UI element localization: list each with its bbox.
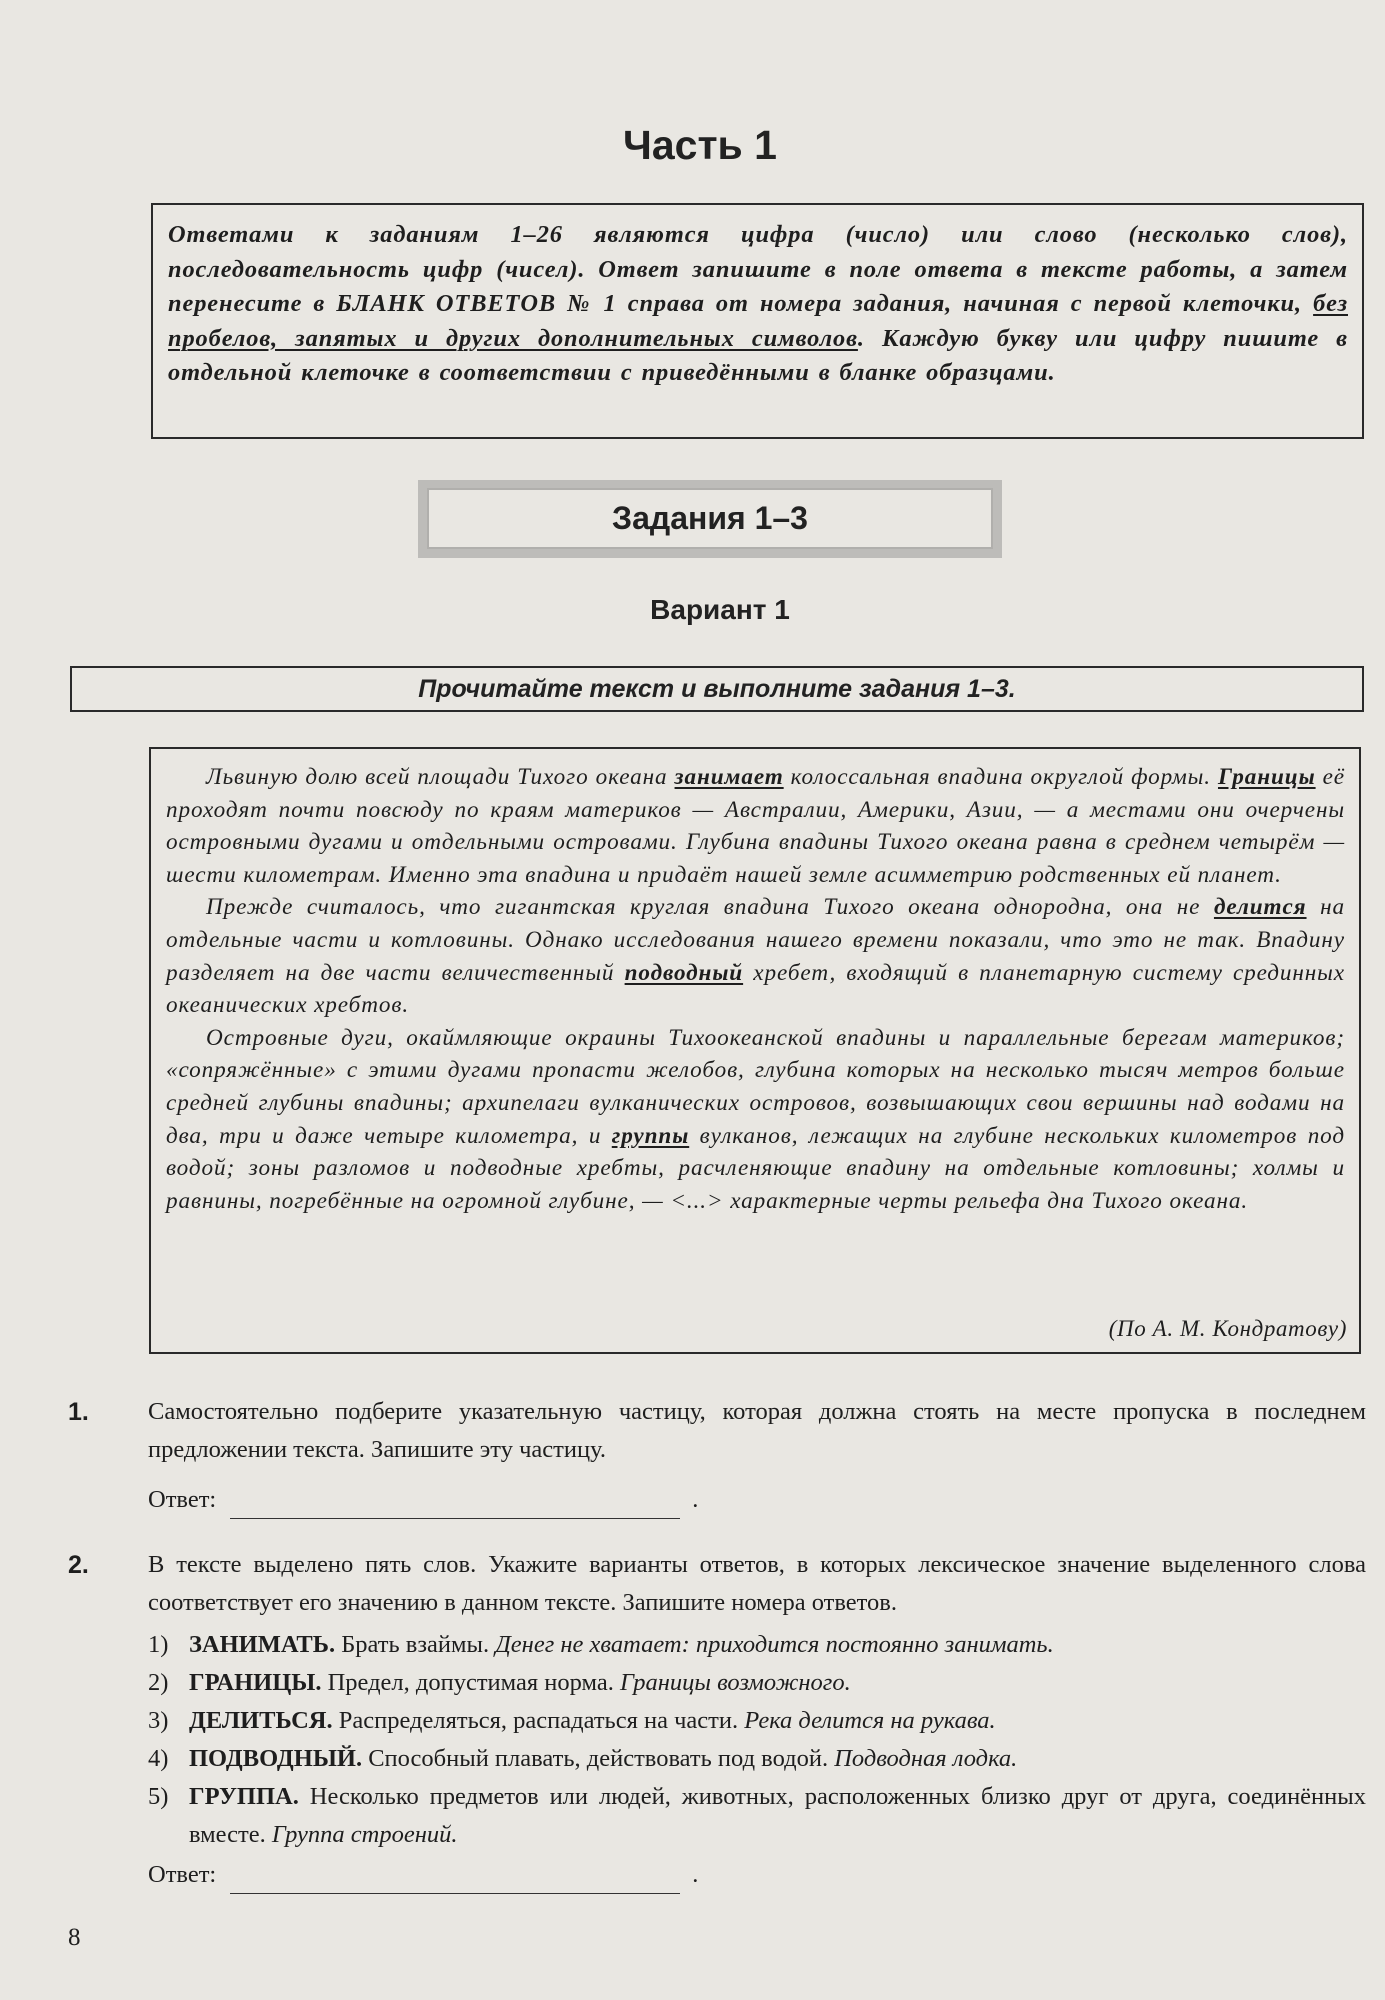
option-word: ЗАНИМАТЬ.	[189, 1631, 336, 1658]
highlighted-word: Границы	[1217, 764, 1316, 790]
answer-label: Ответ:	[148, 1861, 217, 1888]
answer-dot: .	[692, 1486, 699, 1513]
page-number: 8	[68, 1924, 81, 1951]
passage-author: (По А. М. Кондратову)	[1108, 1316, 1347, 1341]
option-meaning: Предел, допустимая норма.	[321, 1669, 620, 1696]
instructions-lead: Ответами к заданиям 1–26 являются цифра (число) или слово (несколько слов), последовательность цифр (чисел). Ответ запишите в поле ответа в тексте работы, а затем перенесите в БЛАНК ОТВЕТОВ № 1 справа от номера задания, начиная с первой клеточки,	[168, 221, 1348, 317]
option-item	[148, 1778, 1366, 1854]
option-word: ГРАНИЦЫ.	[189, 1669, 322, 1696]
option-number: 2)	[148, 1669, 169, 1696]
option-word: ДЕЛИТЬСЯ.	[189, 1707, 333, 1734]
question-text: В тексте выделено пять слов. Укажите варианты ответов, в которых лексическое значение выделенного слова соответствует его значению в данном тексте. Запишите номера ответов.	[148, 1551, 1366, 1616]
passage-box	[149, 747, 1361, 1354]
options-list	[148, 1626, 1366, 1854]
passage-text: хребет, входящий в планетарную систему срединных океанических хребтов.	[166, 959, 1345, 1019]
passage-paragraph	[166, 1022, 1345, 1218]
option-meaning: Несколько предметов или людей, животных, расположенных близко друг от друга, соединённых вместе.	[189, 1783, 1366, 1848]
instructions-box	[151, 203, 1364, 439]
question-1	[68, 1393, 1366, 1519]
option-example: Река делится на рукава.	[744, 1707, 996, 1734]
answer-label: Ответ:	[148, 1486, 217, 1513]
passage-paragraph	[166, 761, 1345, 891]
passage-text: вулканов, лежащих на глубине нескольких километров под водой; зоны разломов и подводные хребты, расчленяющие впадину на отдельные котловины; холмы и равнины, погребённые на огромной глубине, — <...> характерные черты рельефа дна Тихого океана.	[166, 1122, 1345, 1214]
passage-paragraph	[166, 891, 1345, 1021]
variant-title: Вариант 1	[650, 594, 790, 625]
option-number: 4)	[148, 1745, 169, 1772]
highlighted-word: делится	[1213, 894, 1307, 921]
answer-dot: .	[692, 1861, 699, 1888]
option-example: Денег не хватает: приходится постоянно занимать.	[495, 1631, 1054, 1658]
option-number: 3)	[148, 1707, 169, 1734]
tasks-header-frame	[418, 480, 1002, 558]
question-2	[68, 1546, 1366, 1894]
read-instruction: Прочитайте текст и выполните задания 1–3.	[70, 666, 1364, 712]
part-title: Часть 1	[623, 122, 777, 168]
highlighted-word: подводный	[624, 959, 744, 986]
highlighted-word: занимает	[674, 764, 784, 790]
passage	[166, 761, 1345, 1217]
tasks-header: Задания 1–3	[427, 488, 993, 549]
instructions-tail: . Каждую букву или цифру пишите в отдельной клеточке в соответствии с приведёнными в бланке образцами.	[168, 324, 1348, 386]
instructions-underlined: без пробелов, запятых и других дополнительных символов	[168, 290, 1348, 352]
instructions-text	[168, 218, 1348, 391]
option-example: Подводная лодка.	[834, 1745, 1018, 1772]
passage-text: её проходят почти повсюду по краям материков — Австралии, Америки, Азии, — а местами они очерчены островными дугами и отдельными островами. Глубина впадины Тихого океана равна в среднем четырём — шести километрам. Именно эта впадина и придаёт нашей земле асимметрию родственных ей планет.	[166, 764, 1345, 888]
passage-text: на отдельные части и котловины. Однако исследования нашего времени показали, что это не так. Впадину разделяет на две части величественный	[166, 894, 1345, 986]
passage-text: Островные дуги, окаймляющие окраины Тихоокеанской впадины и параллельные берегам материков; «сопряжённые» с этими дугами пропасти желобов, глубина которых на несколько тысяч метров больше средней глубины впадины; архипелаги вулканических островов, возвышающих свои вершины над водами на два, три и даже четыре километра, и	[166, 1024, 1345, 1149]
option-example: Границы возможного.	[619, 1669, 851, 1696]
option-item	[148, 1740, 1366, 1778]
passage-text: Львиную долю всей площади Тихого океана	[206, 764, 675, 790]
option-meaning: Способный плавать, действовать под водой.	[362, 1745, 835, 1772]
option-item	[148, 1664, 1366, 1702]
option-meaning: Распределяться, распадаться на части.	[332, 1707, 745, 1734]
option-meaning: Брать взаймы.	[335, 1631, 496, 1658]
answer-field[interactable]	[230, 1865, 680, 1894]
question-number: 2.	[68, 1551, 89, 1579]
option-example: Группа строений.	[271, 1821, 458, 1848]
answer-row	[148, 1856, 1366, 1894]
passage-text: Прежде считалось, что гигантская круглая впадина Тихого океана однородна, она не	[206, 894, 1214, 921]
option-item	[148, 1702, 1366, 1740]
option-word: ГРУППА.	[189, 1783, 299, 1810]
option-number: 5)	[148, 1783, 169, 1810]
question-number: 1.	[68, 1398, 89, 1426]
option-word: ПОДВОДНЫЙ.	[189, 1745, 363, 1772]
answer-field[interactable]	[230, 1490, 680, 1519]
option-item	[148, 1626, 1366, 1664]
passage-text: колоссальная впадина округлой формы.	[783, 764, 1218, 790]
option-number: 1)	[148, 1631, 169, 1658]
answer-row	[148, 1481, 1366, 1519]
question-text: Самостоятельно подберите указательную частицу, которая должна стоять на месте пропуска в последнем предложении текста. Запишите эту частицу.	[148, 1398, 1366, 1463]
highlighted-word: группы	[611, 1122, 690, 1149]
